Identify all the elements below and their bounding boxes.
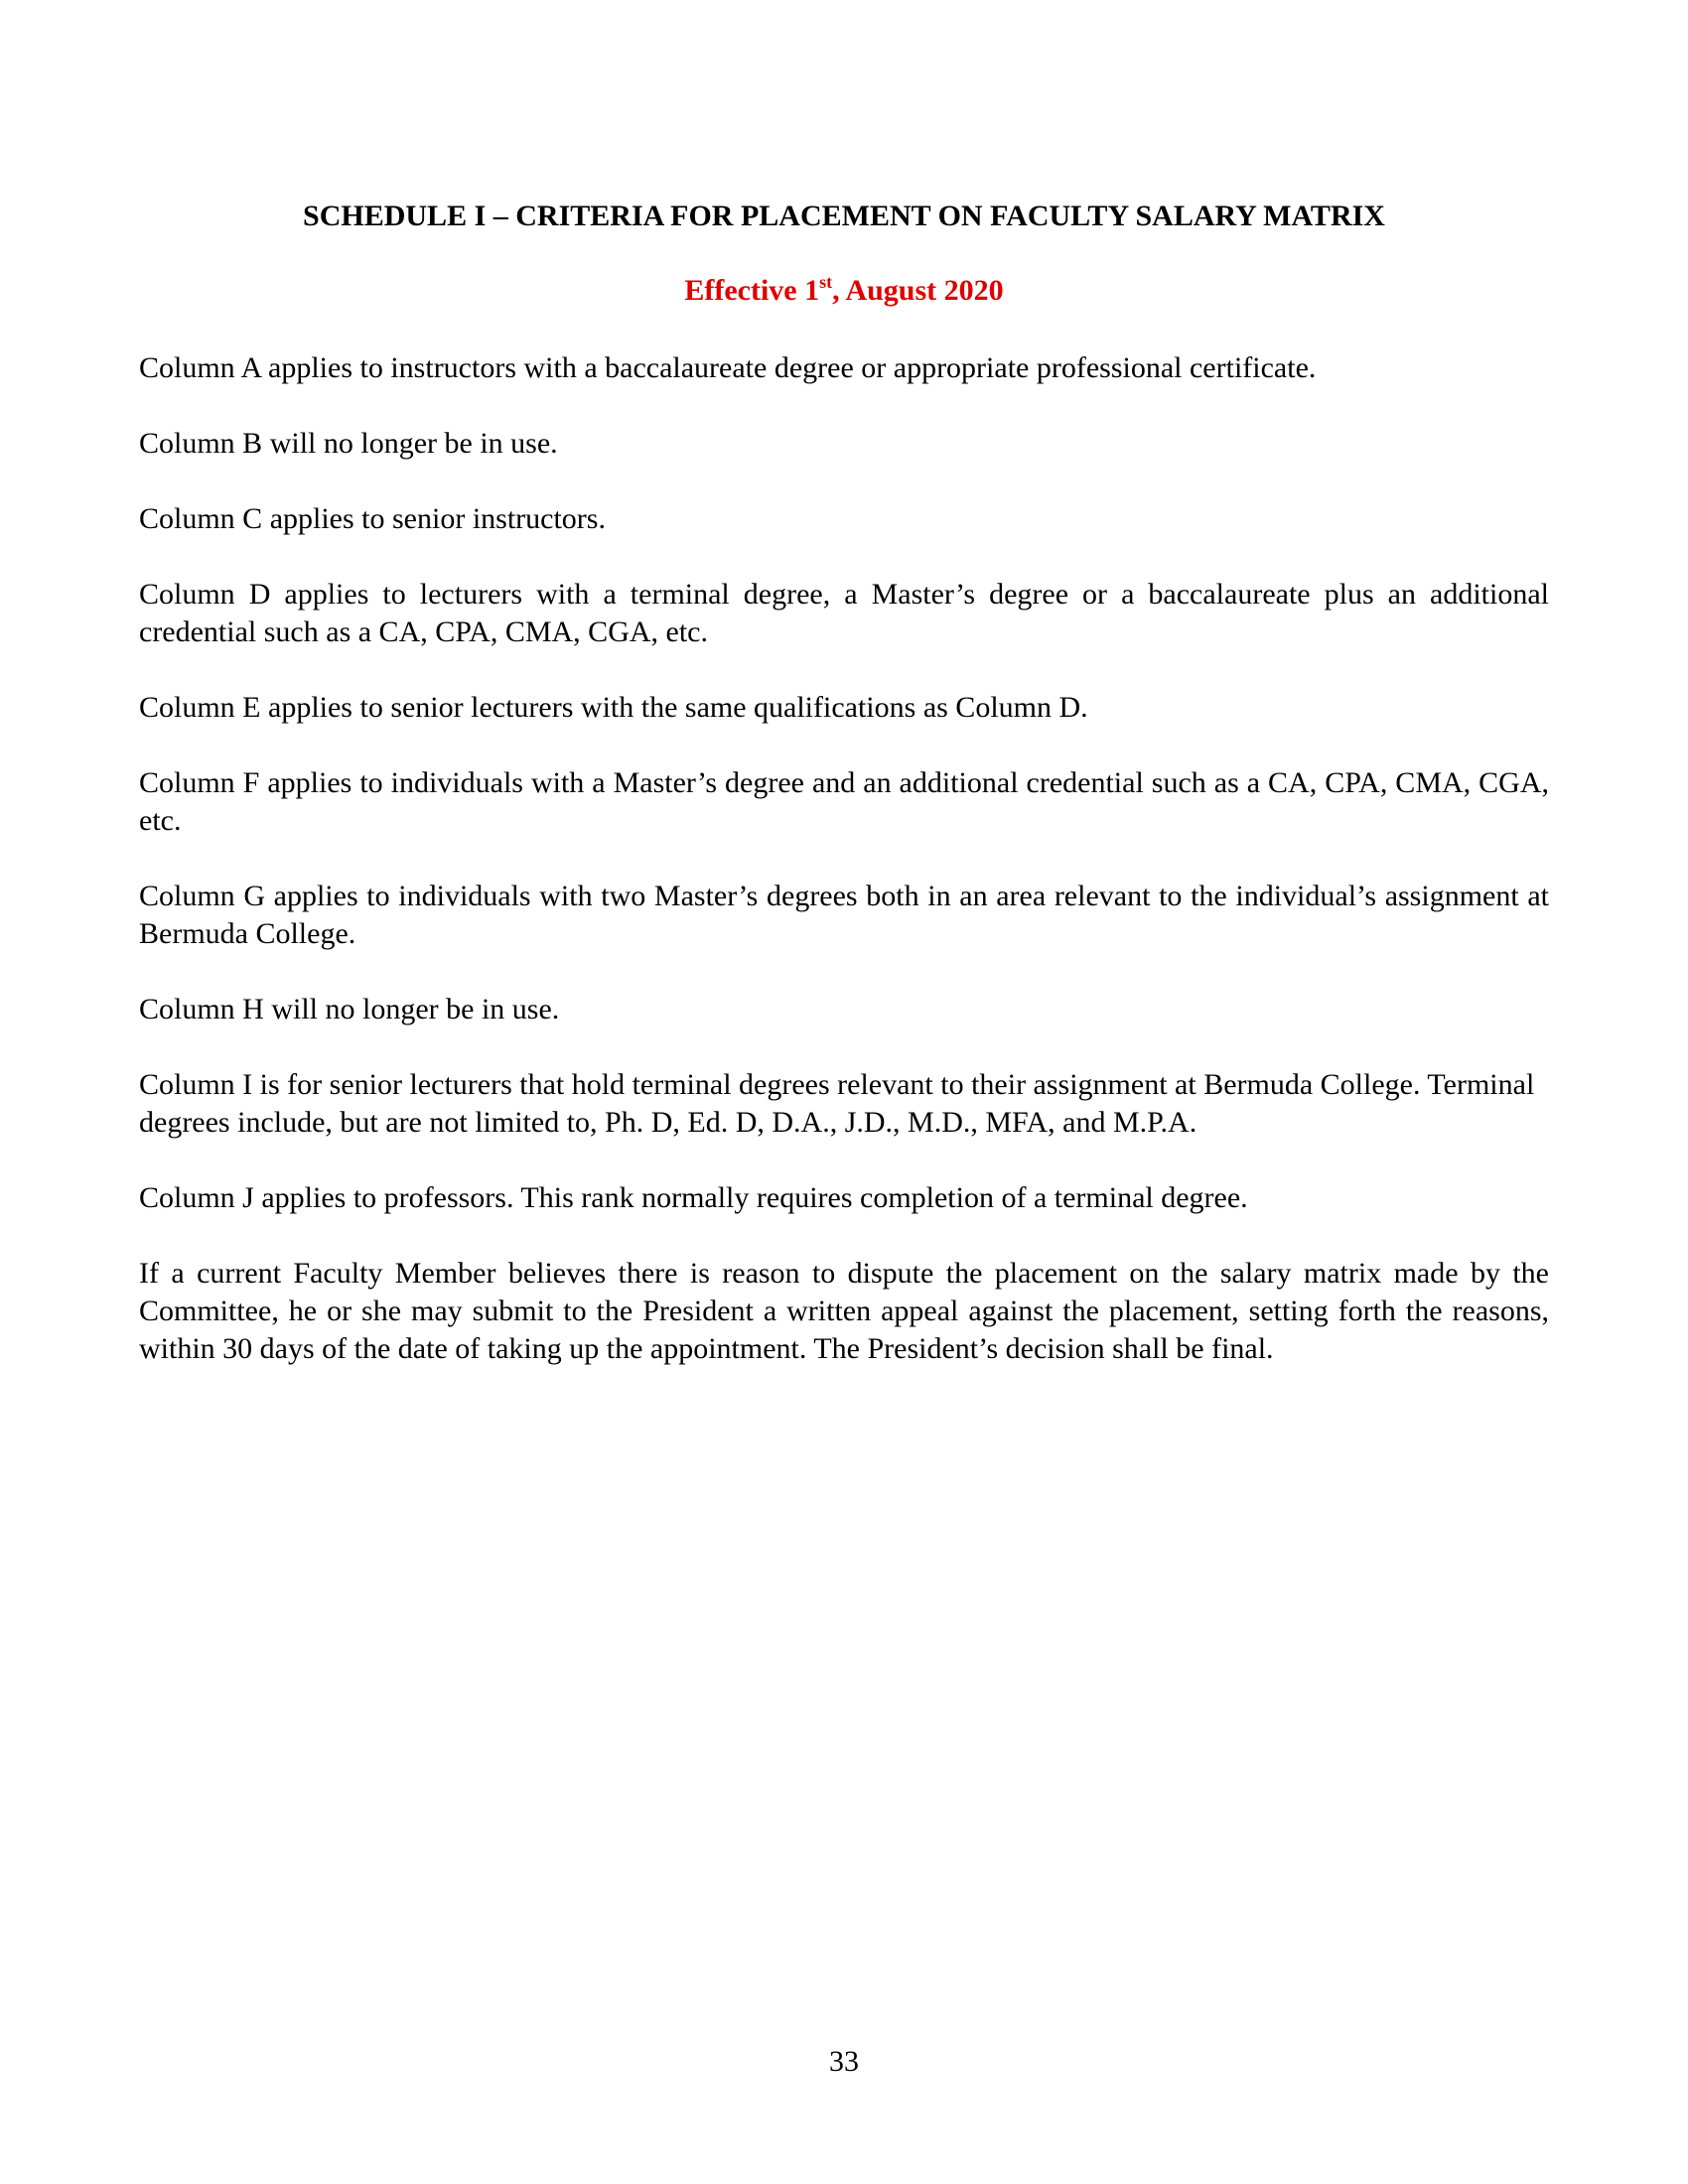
paragraph-column-c: Column C applies to senior instructors. [139,502,606,535]
paragraph-column-f: Column F applies to individuals with a Master’s degree and an additional credential such as a CA, CPA, CMA, CGA, etc. [139,766,1549,837]
paragraph-column-a: Column A applies to instructors with a baccalaureate degree or appropriate professional certificate. [139,351,1317,384]
paragraph-column-j: Column J applies to professors. This rank normally requires completion of a terminal degree. [139,1181,1248,1214]
page-number: 33 [829,2045,859,2078]
effective-date-suffix: , August 2020 [832,274,1004,307]
paragraph-column-g: Column G applies to individuals with two Master’s degrees both in an area relevant to the individual’s assignment at Bermuda College. [139,880,1549,950]
schedule-heading: SCHEDULE I – CRITERIA FOR PLACEMENT ON FACULTY SALARY MATRIX [303,200,1385,232]
criteria-body [139,349,1549,1406]
effective-date-superscript: st [819,272,833,292]
paragraph-column-b: Column B will no longer be in use. [139,427,558,460]
effective-date-prefix: Effective 1 [684,274,820,307]
paragraph-column-h: Column H will no longer be in use. [139,993,560,1025]
paragraph-column-i: Column I is for senior lecturers that hold terminal degrees relevant to their assignment at Bermuda College. Terminal degrees include, but are not limited to, Ph. D, Ed. D, D.A., J.D., M.D., MFA, and M.P.A. [139,1068,1535,1139]
paragraph-column-e: Column E applies to senior lecturers with the same qualifications as Column D. [139,691,1088,724]
effective-date [139,271,1549,311]
paragraph-column-d: Column D applies to lecturers with a terminal degree, a Master’s degree or a baccalaureate plus an additional credential such as a CA, CPA, CMA, CGA, etc. [139,578,1549,648]
paragraph-appeal: If a current Faculty Member believes there is reason to dispute the placement on the salary matrix made by the Committee, he or she may submit to the President a written appeal against the placement, setting forth the reasons, within 30 days of the date of taking up the appointment. The President’s decision shall be final. [139,1257,1549,1365]
